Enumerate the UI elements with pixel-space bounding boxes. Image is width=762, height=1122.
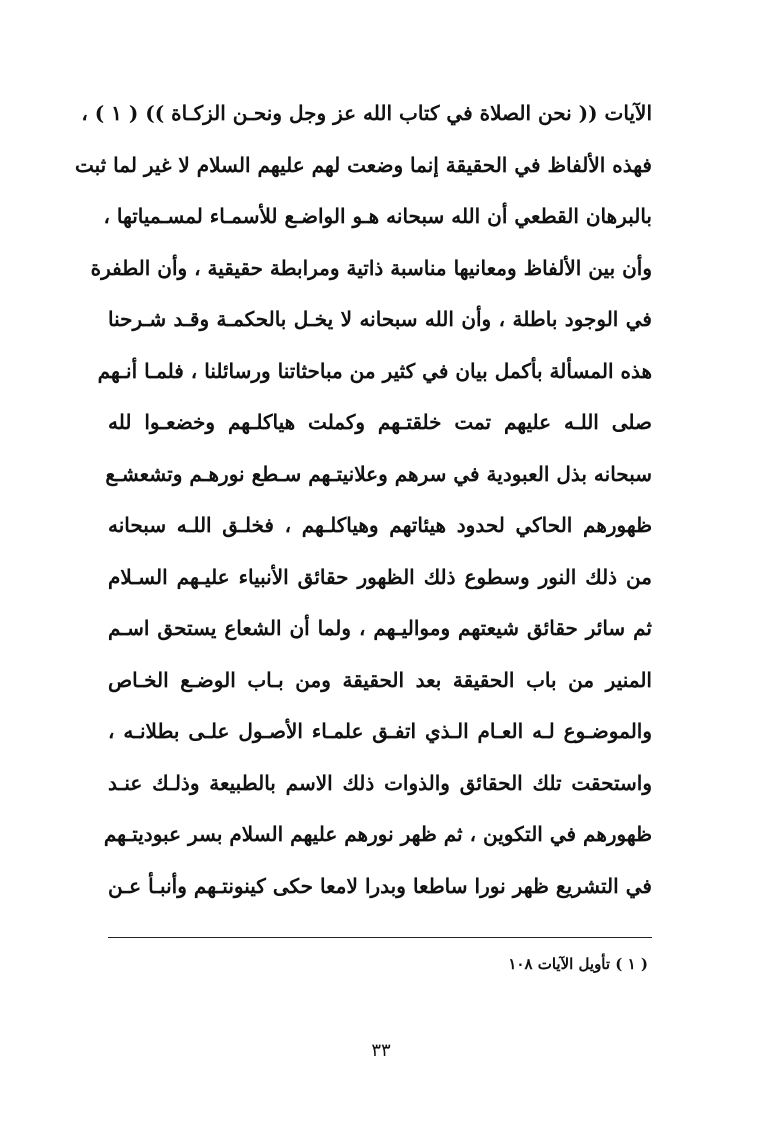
footnote: ( ١ ) تأويل الآيات ١٠٨ <box>508 955 648 973</box>
footnote-divider <box>108 937 652 938</box>
text-line: هذه المسألة بأكمل بيان في كثير من مباحثاتنا ورسائلنا ، فلمـا أنـهم <box>97 358 652 383</box>
text-line: وأن بين الألفاظ ومعانيها مناسبة ذاتية ومرابطة حقيقية ، وأن الطفرة <box>90 255 652 280</box>
text-line: سبحانه بذل العبودية في سرهم وعلانيتـهم سـطع نورهـم وتشعشـع <box>105 461 652 486</box>
text-line: المنير من باب الحقيقة بعد الحقيقة ومن بـاب الوضـع الخـاص <box>108 667 652 692</box>
text-line: من ذلك النور وسطوع ذلك الظهور حقائق الأنبياء عليـهم السـلام <box>108 564 652 589</box>
text-line: بالبرهان القطعي أن الله سبحانه هـو الواضـع للأسمـاء لمسـمياتها ، <box>103 204 652 228</box>
text-line: ظهورهم في التكوين ، ثم ظهر نورهم عليهم السلام بسر عبوديتـهم <box>103 822 652 846</box>
text-line: صلى اللـه عليهم تمت خلقتـهم وكملت هياكلـهم وخضعـوا لله <box>108 410 652 434</box>
text-line: في الوجود باطلة ، وأن الله سبحانه لا يخـل بالحكمـة وقـد شـرحنا <box>108 307 652 331</box>
text-line: واستحقت تلك الحقائق والذوات ذلك الاسم بالطبيعة وذلـك عنـد <box>108 770 652 795</box>
text-line: الآيات (( نحن الصلاة في كتاب الله عز وجل ونحـن الزكـاة )) ( ١ ) ، <box>81 101 652 125</box>
page-number: ٣٣ <box>371 1040 391 1061</box>
body-text <box>74 88 652 912</box>
text-line: والموضـوع لـه العـام الـذي اتفـق علمـاء الأصـول علـى بطلانـه ، <box>108 719 652 743</box>
text-line: ثم سائر حقائق شيعتهم ومواليـهم ، ولما أن الشعاع يستحق اسـم <box>108 616 652 640</box>
text-line: في التشريع ظهر نورا ساطعا وبدرا لامعا حكى كينونتـهم وأنبـأ عـن <box>108 873 652 898</box>
text-line: ظهورهم الحاكي لحدود هيئاتهم وهياكلـهم ، فخلـق اللـه سبحانه <box>108 513 652 537</box>
text-line: فهذه الألفاظ في الحقيقة إنما وضعت لهم عليهم السلام لا غير لما ثبت <box>74 152 652 177</box>
